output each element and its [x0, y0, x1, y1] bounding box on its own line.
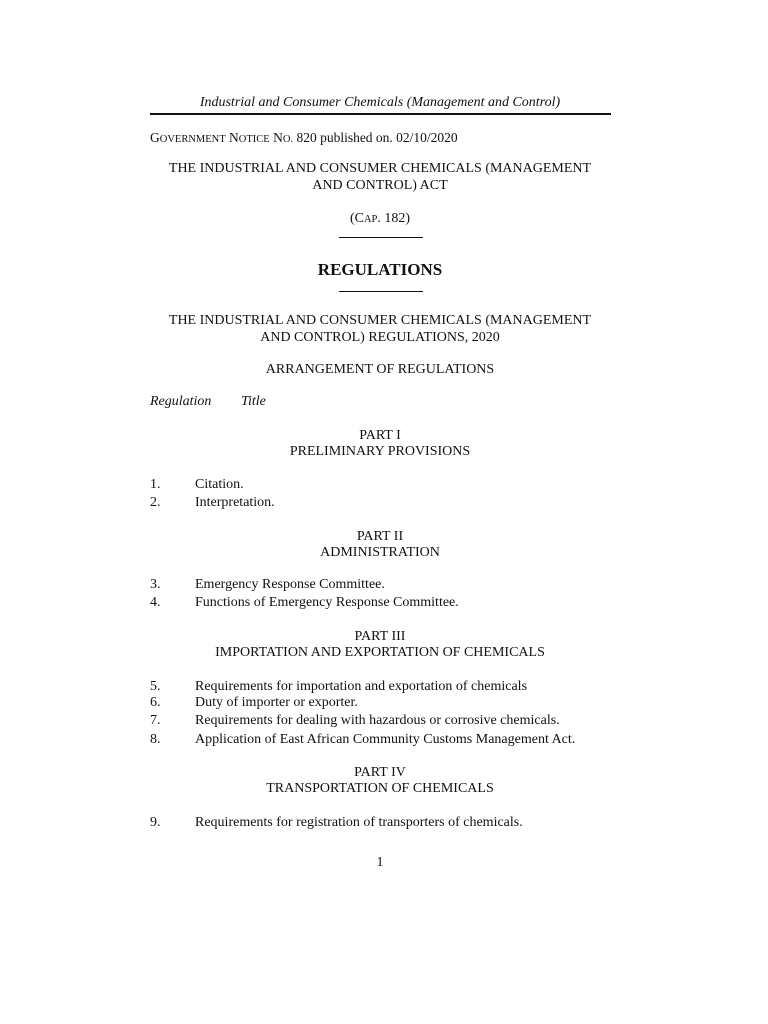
- column-title: Title: [241, 394, 266, 409]
- item-number: 8.: [150, 732, 161, 747]
- part-label: PART III: [354, 629, 406, 644]
- part-name: PRELIMINARY PROVISIONS: [289, 444, 471, 459]
- list-item: [150, 713, 560, 729]
- item-number: 6.: [150, 695, 161, 710]
- item-title: Emergency Response Committee.: [195, 577, 385, 592]
- item-number: 2.: [150, 495, 161, 510]
- column-regulation: Regulation: [150, 394, 212, 409]
- header-rule: [150, 113, 611, 115]
- notice-no-n: N: [273, 130, 283, 145]
- item-number: 3.: [150, 577, 161, 592]
- running-header: Industrial and Consumer Chemicals (Management and Control): [199, 95, 561, 110]
- item-title: Functions of Emergency Response Committee.: [195, 595, 459, 610]
- item-title: Requirements for importation and exportation of chemicals: [195, 679, 528, 694]
- notice-n: N: [229, 130, 239, 145]
- act-title-line-1: THE INDUSTRIAL AND CONSUMER CHEMICALS (MANAGEMENT: [168, 161, 592, 176]
- list-item: [150, 577, 385, 593]
- cap-small: AP: [363, 214, 378, 225]
- list-item: [150, 732, 575, 748]
- list-item: [150, 695, 358, 711]
- item-number: 9.: [150, 815, 161, 830]
- divider-rule-2: [339, 291, 423, 292]
- list-item: [150, 495, 275, 511]
- notice-otice: OTICE: [238, 134, 270, 145]
- item-title: Interpretation.: [195, 495, 275, 510]
- part-name: TRANSPORTATION OF CHEMICALS: [266, 781, 494, 796]
- divider-rule-1: [339, 237, 423, 238]
- part-name: ADMINISTRATION: [320, 545, 440, 560]
- item-title: Requirements for registration of transporters of chemicals.: [195, 815, 523, 830]
- item-title: Citation.: [195, 477, 244, 492]
- part-label: PART I: [359, 428, 401, 443]
- item-number: 5.: [150, 679, 161, 694]
- list-item: [150, 477, 244, 493]
- regulations-heading: REGULATIONS: [317, 260, 443, 279]
- notice-overnment: OVERNMENT: [159, 134, 226, 145]
- act-chapter: [150, 210, 610, 228]
- part-name: IMPORTATION AND EXPORTATION OF CHEMICALS: [215, 645, 545, 660]
- government-notice: [150, 130, 458, 146]
- regulations-title-line-1: THE INDUSTRIAL AND CONSUMER CHEMICALS (MANAGEMENT: [168, 313, 592, 328]
- notice-g: G: [150, 130, 160, 145]
- arrangement-heading: ARRANGEMENT OF REGULATIONS: [265, 362, 495, 377]
- list-item: [150, 679, 527, 695]
- cap-open: (C: [349, 211, 364, 226]
- page-number: 1: [376, 855, 384, 870]
- item-title: Duty of importer or exporter.: [195, 695, 358, 710]
- notice-text: 820 published on. 02/10/2020: [293, 130, 458, 145]
- list-item: [150, 595, 459, 611]
- notice-no-o: O.: [282, 134, 294, 145]
- item-title: Requirements for dealing with hazardous or corrosive chemicals.: [195, 713, 560, 728]
- column-headings: [150, 394, 266, 410]
- cap-rest: . 182): [377, 211, 411, 226]
- part-label: PART II: [356, 529, 404, 544]
- item-title: Application of East African Community Customs Management Act.: [195, 732, 576, 747]
- regulations-title-line-2: AND CONTROL) REGULATIONS, 2020: [260, 330, 500, 345]
- list-item: [150, 815, 523, 831]
- act-title-line-2: AND CONTROL) ACT: [312, 178, 448, 193]
- part-label: PART IV: [354, 765, 406, 780]
- item-number: 4.: [150, 595, 161, 610]
- item-number: 7.: [150, 713, 161, 728]
- item-number: 1.: [150, 477, 161, 492]
